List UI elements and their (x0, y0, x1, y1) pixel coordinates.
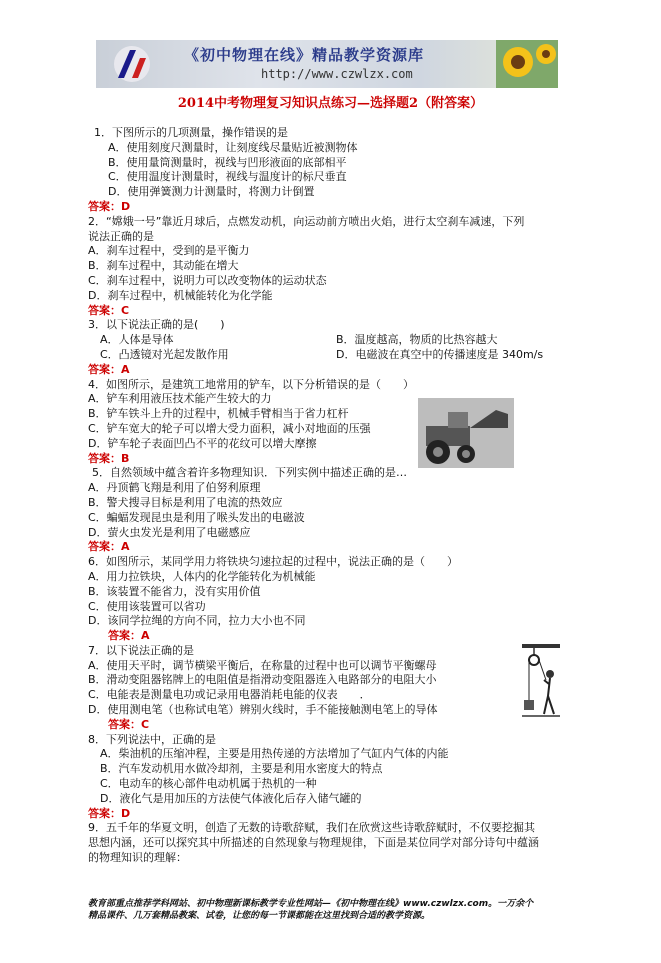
option-text: D．电磁波在真空中的传播速度是 340m/s (336, 347, 544, 361)
answer-line: 答案：C (108, 717, 150, 731)
question-text-line: C．使用该装置可以省功 (88, 599, 206, 613)
footer-line: 教育部重点推荐学科网站、初中物理新课标教学专业性网站—《初中物理在线》www.czwlzx.com。一万余个 (88, 899, 534, 909)
question-text-line: B．汽车发动机用水做冷却剂，主要是利用水密度大的特点 (100, 762, 383, 776)
question-text-line (88, 348, 568, 363)
question-text-line: D．该同学拉绳的方向不同，拉力大小也不同 (88, 614, 306, 628)
question-text-line: B．刹车过程中，其动能在增大 (88, 259, 239, 273)
sunflower-image (496, 40, 558, 88)
question-text-line: 说法正确的是 (88, 229, 154, 243)
option-text: A．人体是导体 (100, 333, 174, 347)
option-text: B．温度越高，物质的比热容越大 (336, 333, 498, 347)
question-text-line: D．液化气是用加压的方法使气体液化后存入储气罐的 (100, 791, 362, 805)
question-text-line: C．铲车宽大的轮子可以增大受力面积，减小对地面的压强 (88, 421, 371, 435)
answer-line: 答案：A (88, 362, 130, 376)
header-banner (96, 40, 558, 88)
pulley-figure (522, 644, 560, 718)
question-text-line: C．刹车过程中，说明力可以改变物体的运动状态 (88, 273, 327, 287)
question-text-line: 1．下图所示的几项测量，操作错误的是 (94, 126, 288, 139)
loader-truck-figure (418, 398, 514, 468)
question-text-line: A．使用刻度尺测量时，让刻度线尽量贴近被测物体 (108, 140, 358, 154)
question-text-line: A．柴油机的压缩冲程，主要是用热传递的方法增加了气缸内气体的内能 (100, 747, 449, 761)
document-title: 2014中考物理复习知识点练习—选择题2（附答案） (177, 96, 484, 111)
question-text-line: C．电能表是测量电功或记录用电器消耗电能的仪表 ． (88, 688, 371, 702)
question-text-line: D．萤火虫发光是利用了电磁感应 (88, 525, 251, 539)
answer-line: 答案：B (88, 451, 130, 465)
question-text-line: D．刹车过程中，机械能转化为化学能 (88, 288, 273, 302)
question-text-line: D．使用弹簧测力计测量时，将测力计倒置 (108, 185, 315, 199)
question-text-line: 8．下列说法中，正确的是 (88, 732, 216, 746)
question-text-line (88, 333, 568, 348)
question-text-line: 7．以下说法正确的是 (88, 643, 194, 657)
question-text-line: A．丹顶鹤飞翔是利用了伯努利原理 (88, 481, 261, 495)
banner-title: 《初中物理在线》精品教学资源库 (184, 46, 425, 64)
question-text-line: A．刹车过程中，受到的是平衡力 (88, 244, 250, 258)
question-text-line: B．使用量筒测量时，视线与凹形液面的底部相平 (108, 155, 347, 169)
question-text-line: D．使用测电笔（也称试电笔）辨别火线时，手不能接触测电笔上的导体 (88, 703, 438, 717)
question-text-line: 9．五千年的华夏文明，创造了无数的诗歌辞赋，我们在欣赏这些诗歌辞赋时，不仅要挖掘其 (88, 821, 535, 835)
question-text-line: B．该装置不能省力，没有实用价值 (88, 584, 261, 598)
question-text-line: B．铲车铁斗上升的过程中，机械手臂相当于省力杠杆 (88, 407, 349, 421)
site-logo (110, 44, 154, 84)
page-footer (88, 898, 588, 922)
question-text-line: 3．以下说法正确的是( ) (88, 318, 225, 332)
question-text-line: A．使用天平时，调节横梁平衡后，在称量的过程中也可以调节平衡螺母 (88, 658, 437, 672)
answer-line: 答案：D (88, 199, 131, 213)
question-text-line: C．电动车的核心部件电动机属于热机的一种 (100, 777, 317, 791)
banner-url[interactable]: http://www.czwlzx.com (261, 67, 413, 81)
question-text-line: B．警犬搜寻目标是利用了电流的热效应 (88, 495, 283, 509)
footer-line: 精品课件、几万套精品教案、试卷，让您的每一节课都能在这里找到合适的教学资源。 (88, 911, 431, 921)
answer-line: 答案：A (108, 629, 150, 643)
question-text-line: C．使用温度计测量时，视线与温度计的标尺垂直 (108, 170, 347, 184)
question-text-line: A．用力拉铁块，人体内的化学能转化为机械能 (88, 569, 316, 583)
question-text-line: 的物理知识的理解： (88, 851, 187, 865)
question-text-line: 4．如图所示，是建筑工地常用的铲车，以下分析错误的是（ ） (88, 377, 414, 391)
question-text-line: C．蝙蝠发现昆虫是利用了喉头发出的电磁波 (88, 510, 305, 524)
question-text-line: B．滑动变阻器铭牌上的电阻值是指滑动变阻器连入电路部分的电阻大小 (88, 673, 437, 687)
question-text-line: A．铲车利用液压技术能产生较大的力 (88, 392, 272, 406)
answer-line: 答案：C (88, 303, 130, 317)
answer-line: 答案：D (88, 806, 131, 820)
answer-line: 答案：A (88, 540, 130, 554)
question-list (88, 126, 568, 866)
option-text: C．凸透镜对光起发散作用 (100, 347, 229, 361)
question-text-line: D．铲车轮子表面凹凸不平的花纹可以增大摩擦 (88, 436, 317, 450)
question-text-line: 2．“嫦娥一号”靠近月球后，点燃发动机，向运动前方喷出火焰，进行太空刹车减速，下列 (88, 214, 525, 228)
question-text-line: 思想内涵，还可以探究其中所描述的自然现象与物理规律，下面是某位同学对部分诗句中蕴涵 (88, 836, 539, 850)
question-text-line: 6．如图所示，某同学用力将铁块匀速拉起的过程中，说法正确的是（ ） (88, 555, 458, 569)
question-text-line: 5．自然领域中蕴含着许多物理知识．下列实例中描述正确的是… (92, 466, 407, 480)
